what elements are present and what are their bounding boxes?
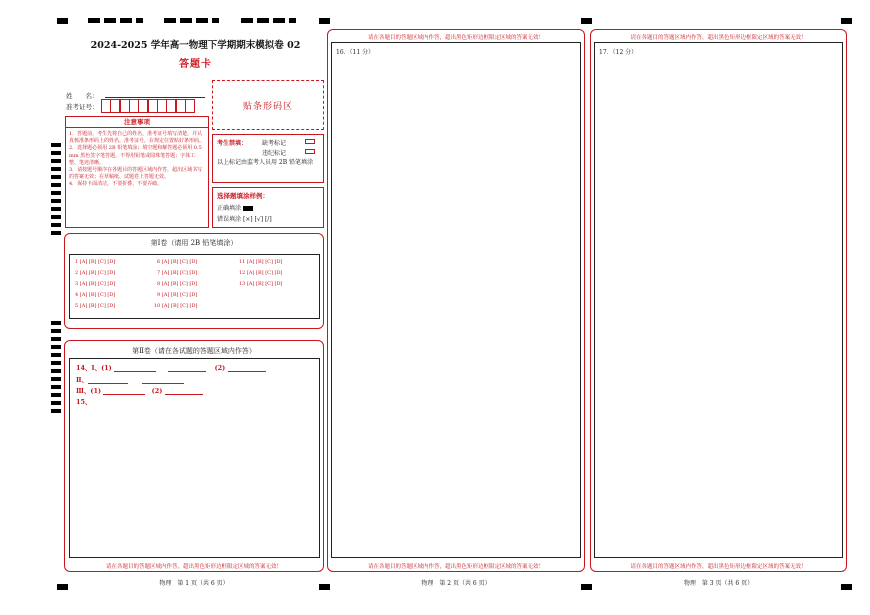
side-timing-mark [51,369,61,373]
barcode-area: 贴条形码区 [212,80,324,130]
side-timing-mark [51,167,61,171]
proctor-label: 考生禁填： [217,140,248,147]
side-timing-mark [51,345,61,349]
side-timing-mark [51,393,61,397]
warning-text: 请在各题目的答题区域内作答，超出黑色矩形边框限定区域的答案无效！ [105,564,282,570]
choice-row[interactable]: 9 [A] [B] [C] [D] [157,292,198,298]
choice-row[interactable]: 11 [A] [B] [C] [D] [239,259,283,265]
choice-row[interactable]: 1 [A] [B] [C] [D] [75,259,116,265]
section1-title: 第Ⅰ卷（请用 2B 铅笔填涂） [150,239,238,247]
registration-mark [581,18,592,24]
timing-mark [257,18,269,23]
answer-area-p2[interactable] [331,42,581,558]
fill-sample-title: 选择题填涂样例： [217,192,269,200]
choice-row[interactable]: 2 [A] [B] [C] [D] [75,270,116,276]
side-timing-mark [51,353,61,357]
side-timing-mark [51,151,61,155]
side-timing-mark [51,215,61,219]
side-timing-mark [51,207,61,211]
note-item: 4．保持卡面清洁，不要折叠、不要弄破。 [69,181,163,188]
notes-panel [65,116,209,228]
timing-mark [164,18,176,23]
answer-area-p3[interactable] [594,42,843,558]
side-timing-mark [51,401,61,405]
registration-mark [841,18,852,24]
page-subtitle: 答题卡 [179,59,212,70]
side-timing-mark [51,199,61,203]
wrong-fill-label: 错误填涂 [×] [√] [/] [217,216,272,223]
side-timing-mark [51,175,61,179]
registration-mark [319,18,330,24]
note-item: 3．请按题号顺序在各题目的答题区域内作答，超出区域书写的答案无效；在草稿纸、试题卷上答题无效。 [69,167,203,181]
timing-mark [196,18,208,23]
wrong-fill-marks: [×] [√] [/] [242,216,272,223]
page-footer: 物理 第 1 页（共 6 页） [159,580,229,587]
q14-part3: Ⅲ、(1) (2) [76,386,203,395]
side-timing-mark [51,361,61,365]
filled-block-icon [243,206,253,211]
notes-body [66,128,208,192]
side-timing-mark [51,183,61,187]
question-16-label: 16．（11 分） [336,49,375,56]
name-field[interactable] [105,97,205,98]
side-timing-mark [51,159,61,163]
q14-part1: 14、Ⅰ、(1) (2) [76,363,266,372]
name-label: 姓 名： [66,92,99,100]
timing-mark [120,18,132,23]
notes-heading: 注意事项 [66,117,208,128]
choice-row[interactable]: 3 [A] [B] [C] [D] [75,281,116,287]
choice-row[interactable]: 10 [A] [B] [C] [D] [154,303,198,309]
timing-mark [136,18,143,23]
registration-mark [57,18,68,24]
timing-mark [104,18,116,23]
side-timing-mark [51,377,61,381]
timing-mark [273,18,285,23]
timing-mark [88,18,100,23]
choice-row[interactable]: 7 [A] [B] [C] [D] [157,270,198,276]
warning-text: 请在各题目的答题区域内作答，超出黑色矩形边框限定区域的答案无效！ [367,564,544,570]
id-number-boxes[interactable] [101,99,194,113]
side-timing-mark [51,337,61,341]
choice-row[interactable]: 12 [A] [B] [C] [D] [239,270,283,276]
note-item: 1．答题前，考生先将自己的姓名，准考证号填写清楚，并认真核准条形码上的姓名、准考证号，在规定位置贴好条形码。 [69,131,205,145]
absent-mark-label: 缺考标记 [262,140,287,147]
id-label: 准考证号： [66,103,99,111]
timing-mark [241,18,253,23]
choice-row[interactable]: 4 [A] [B] [C] [D] [75,292,116,298]
choice-row[interactable]: 8 [A] [B] [C] [D] [157,281,198,287]
section2-title: 第Ⅱ卷（请在各试题的答题区域内作答） [132,347,256,355]
timing-mark [180,18,192,23]
timing-mark [212,18,219,23]
page-title: 2024-2025 学年高一物理下学期期末模拟卷 02 [90,40,301,51]
side-timing-mark [51,191,61,195]
timing-mark [289,18,296,23]
choice-row[interactable]: 6 [A] [B] [C] [D] [157,259,198,265]
q15-label: 15、 [76,398,92,406]
q14-part2: Ⅱ、 [76,375,184,384]
correct-fill-label: 正确填涂 [217,203,253,212]
side-timing-mark [51,321,61,325]
side-timing-mark [51,329,61,333]
warning-text: 请在各题目的答题区域内作答，超出黑色矩形边框限定区域的答案无效！ [630,564,807,570]
question-17-label: 17．（12 分） [599,49,638,56]
side-timing-mark [51,409,61,413]
side-timing-mark [51,231,61,235]
note-item: 2．选择题必须用 2B 铅笔填涂；填空题和解答题必须用 0.5 mm 黑色签字笔答题，不得用铅笔或圆珠笔答题；字体工整、笔迹清晰。 [69,145,202,166]
page-footer: 物理 第 3 页（共 6 页） [683,580,754,587]
page-footer: 物理 第 2 页（共 6 页） [421,580,491,587]
warning-text: 请在各题目的答题区域内作答，超出黑色矩形边框限定区域的答案无效！ [367,35,544,41]
absent-mark-box[interactable] [305,139,315,144]
warning-text: 请在各题目的答题区域内作答，超出黑色矩形边框限定区域的答案无效！ [630,35,807,41]
proctor-note: 以上标记由监考人员用 2B 铅笔填涂 [217,159,314,166]
choice-row[interactable]: 5 [A] [B] [C] [D] [75,303,116,309]
violation-mark-label: 违纪标记 [262,150,287,157]
side-timing-mark [51,223,61,227]
side-timing-mark [51,385,61,389]
choice-row[interactable]: 13 [A] [B] [C] [D] [239,281,283,287]
side-timing-mark [51,143,61,147]
violation-mark-box[interactable] [305,149,315,154]
